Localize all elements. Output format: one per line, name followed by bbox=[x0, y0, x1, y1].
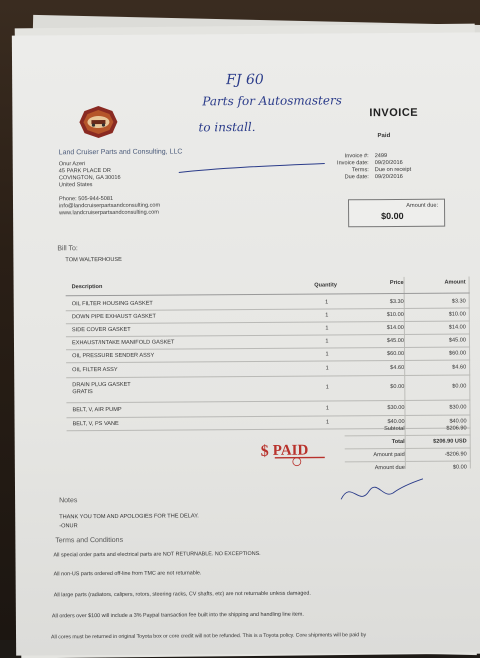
company-country: United States bbox=[58, 182, 93, 189]
terms-item: All orders over $100 will include a 3% Paypal transaction fee built into the shipping and handling line item. bbox=[51, 611, 304, 620]
handwritten-signature bbox=[337, 469, 427, 510]
header-amount: Amount bbox=[444, 279, 466, 286]
row-description: BELT, V, PS VANE bbox=[72, 420, 119, 428]
row-price: $45.00 bbox=[386, 337, 405, 345]
terms-item: All cores must be returned in original Toyota box or core credit will not be refunded. This is a Toyota policy. Core shipments will be paid by bbox=[51, 632, 367, 641]
row-quantity: 1 bbox=[325, 405, 330, 412]
header-quantity: Quantity bbox=[314, 282, 337, 289]
row-description: EXHAUST/INTAKE MANIFOLD GASKET bbox=[71, 339, 175, 347]
invoice-meta-key: Invoice date: bbox=[336, 160, 369, 167]
terms-item: All large parts (radiators, calipers, rotors, steering racks, CV shafts, etc) are not returnable unless damaged. bbox=[53, 590, 311, 599]
row-price: $40.00 bbox=[387, 418, 405, 426]
line-items-table bbox=[66, 276, 471, 431]
row-price: $60.00 bbox=[386, 350, 405, 358]
header-description: Description bbox=[71, 284, 103, 291]
amount-due-value: $0.00 bbox=[381, 210, 404, 222]
row-quantity: 1 bbox=[325, 312, 329, 319]
row-price: $10.00 bbox=[386, 311, 404, 319]
invoice-page bbox=[12, 32, 480, 655]
handwritten-underline bbox=[177, 161, 327, 176]
row-amount: $10.00 bbox=[448, 311, 466, 318]
header-price: Price bbox=[389, 279, 404, 287]
row-amount: $40.00 bbox=[449, 418, 467, 425]
row-price: $14.00 bbox=[386, 324, 404, 332]
company-address-line1: 45 PARK PLACE DR bbox=[58, 167, 111, 175]
invoice-title: INVOICE bbox=[369, 106, 419, 120]
company-address-line2: COVINGTON, GA 30016 bbox=[58, 174, 121, 182]
invoice-meta-value: 09/20/2016 bbox=[374, 173, 403, 181]
terms-item: All special order parts and electrical parts are NOT RETURNABLE. NO EXCEPTIONS. bbox=[53, 550, 261, 559]
row-amount: $45.00 bbox=[448, 337, 467, 344]
table-row bbox=[67, 415, 471, 431]
invoice-meta-key: Terms: bbox=[351, 167, 369, 174]
invoice-meta-key: Invoice #: bbox=[344, 153, 369, 160]
notes-line1: THANK YOU TOM AND APOLOGIES FOR THE DELAY. bbox=[59, 513, 199, 521]
notes-heading: Notes bbox=[59, 497, 78, 505]
paid-stamp-text: PAID bbox=[272, 442, 309, 459]
row-quantity: 1 bbox=[325, 351, 329, 358]
company-email: info@landcruiserpartsandconsulting.com bbox=[59, 202, 161, 210]
totals-label: Amount due bbox=[374, 464, 405, 472]
paid-stamp bbox=[259, 437, 333, 468]
totals-value: $206.90 bbox=[446, 425, 467, 432]
invoice-meta-value: Due on receipt bbox=[374, 166, 412, 174]
company-phone: Phone: 505-944-5081 bbox=[58, 195, 114, 203]
company-contact: Onur Azeri bbox=[58, 161, 86, 168]
totals-label: Amount paid bbox=[373, 451, 405, 459]
row-price: $30.00 bbox=[387, 404, 405, 412]
row-description: SIDE COVER GASKET bbox=[71, 326, 131, 334]
handwritten-note-line3: to install. bbox=[198, 119, 256, 135]
row-description-note: GRATIS bbox=[72, 389, 93, 396]
totals-value: -$206.90 bbox=[444, 451, 467, 458]
row-quantity: 1 bbox=[325, 338, 329, 345]
notes-line2: -ONUR bbox=[59, 523, 78, 530]
bill-to-name: TOM WALTERHOUSE bbox=[65, 256, 122, 264]
totals-label: Total bbox=[391, 438, 405, 446]
row-price: $0.00 bbox=[390, 383, 405, 391]
row-description: OIL PRESSURE SENDER ASSY bbox=[72, 352, 155, 360]
row-quantity: 1 bbox=[325, 325, 329, 332]
totals-divider bbox=[345, 434, 471, 436]
row-amount: $3.30 bbox=[451, 298, 466, 305]
totals-label: Subtotal bbox=[384, 425, 405, 433]
row-description: OIL FILTER HOUSING GASKET bbox=[71, 300, 153, 308]
handwritten-note-line2: Parts for Autosmasters bbox=[202, 93, 342, 109]
row-amount: $14.00 bbox=[448, 324, 466, 331]
row-description: DRAIN PLUG GASKET bbox=[72, 381, 131, 389]
row-amount: $0.00 bbox=[452, 383, 467, 390]
table-row bbox=[66, 375, 470, 403]
row-description: BELT, V, AIR PUMP bbox=[72, 406, 122, 414]
handwritten-note-line1: FJ 60 bbox=[226, 71, 264, 89]
row-amount: $30.00 bbox=[449, 404, 467, 411]
svg-text:$: $ bbox=[260, 442, 269, 460]
row-amount: $60.00 bbox=[448, 350, 467, 357]
row-price: $4.60 bbox=[390, 364, 405, 372]
company-name: Land Cruiser Parts and Consulting, LLC bbox=[58, 148, 183, 157]
bill-to-heading: Bill To: bbox=[57, 245, 78, 253]
company-website: www.landcruiserpartsandconsulting.com bbox=[59, 209, 159, 217]
row-quantity: 1 bbox=[325, 299, 329, 306]
totals-divider bbox=[345, 447, 471, 449]
row-quantity: 1 bbox=[325, 384, 329, 391]
invoice-status: Paid bbox=[377, 133, 391, 140]
totals-value: $206.90 USD bbox=[433, 438, 467, 445]
row-description: OIL FILTER ASSY bbox=[72, 366, 118, 374]
invoice-meta-value: 09/20/2016 bbox=[374, 159, 403, 167]
terms-heading: Terms and Conditions bbox=[55, 536, 124, 545]
terms-item: All non-US parts ordered off-line from TMC are not returnable. bbox=[53, 570, 202, 578]
amount-due-label: Amount due: bbox=[406, 202, 439, 209]
row-price: $3.30 bbox=[389, 298, 404, 306]
invoice-meta-value: 2499 bbox=[374, 153, 388, 160]
row-amount: $4.60 bbox=[452, 364, 467, 371]
row-quantity: 1 bbox=[325, 419, 330, 426]
totals-divider bbox=[345, 460, 471, 462]
row-description: DOWN PIPE EXHAUST GASKET bbox=[71, 313, 156, 321]
company-logo bbox=[78, 105, 118, 139]
row-quantity: 1 bbox=[325, 365, 329, 372]
invoice-meta-key: Due date: bbox=[344, 174, 369, 181]
amount-due-box bbox=[348, 199, 445, 228]
totals-value: $0.00 bbox=[452, 464, 467, 471]
